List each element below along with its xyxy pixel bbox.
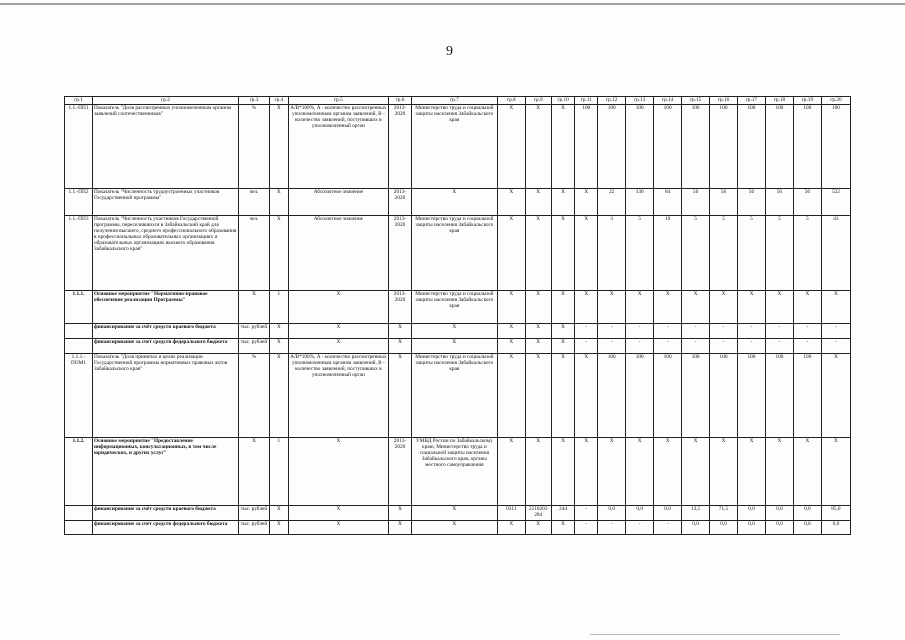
column-header: гр.12 — [598, 97, 626, 105]
column-header: гр.8 — [497, 97, 525, 105]
table-cell: 56 — [765, 189, 793, 216]
table-cell: 1.1.-ПП2 — [65, 189, 93, 216]
table-cell: X — [497, 339, 525, 354]
table-cell: X — [411, 324, 497, 339]
table-cell: А/В*100%, А - количество рассмотренных уполномоченным органом заявлений, В - количество заявлений, поступивших в уполномоченный орган — [288, 354, 388, 438]
table-cell: 136 — [626, 189, 654, 216]
table-cell: 0,0 — [626, 506, 654, 521]
table-cell: Министерство труда и социальной защиты населения Забайкальского края — [411, 216, 497, 291]
table-cell: X — [525, 354, 551, 438]
table-cell: тыс. рублей — [238, 339, 269, 354]
table-cell: X — [497, 216, 525, 291]
scan-edge-top — [0, 3, 905, 5]
table-cell: 2013-2020 — [389, 291, 412, 324]
table-cell: 1.1.-ПП1 — [65, 105, 93, 189]
table-cell: X — [288, 324, 388, 339]
table-cell: X — [598, 438, 626, 506]
column-header: гр.13 — [626, 97, 654, 105]
table-cell: 84 — [654, 189, 682, 216]
table-cell: X — [598, 291, 626, 324]
table-cell: % — [238, 354, 269, 438]
table-cell: X — [575, 216, 598, 291]
table-cell: 244 — [551, 506, 575, 521]
table-cell: X — [270, 324, 289, 339]
column-header: гр.16 — [710, 97, 738, 105]
table-cell: X — [575, 291, 598, 324]
table-cell: 5 — [710, 216, 738, 291]
table-cell: 100 — [654, 105, 682, 189]
table-cell: 3 — [598, 216, 626, 291]
table-cell: X — [497, 521, 525, 535]
table-cell: X — [551, 324, 575, 339]
table-cell: - — [682, 324, 710, 339]
table-cell: 0,0 — [793, 521, 821, 535]
table-cell: 5 — [765, 216, 793, 291]
table-cell: 100 — [710, 105, 738, 189]
table-cell: 100 — [626, 354, 654, 438]
table-cell: 0,0 — [821, 521, 850, 535]
table-cell: X — [551, 354, 575, 438]
table-cell: - — [654, 324, 682, 339]
table-cell: X — [821, 438, 850, 506]
table-cell: финансирование за счёт средств краевого бюджета — [92, 324, 238, 339]
table-cell: тыс. рублей — [238, 324, 269, 339]
table-row — [65, 324, 851, 339]
table-cell: X — [821, 291, 850, 324]
table-cell: X — [270, 216, 289, 291]
table-cell: 100 — [738, 354, 766, 438]
table-cell: 100 — [738, 105, 766, 189]
table-cell: 0,0 — [793, 506, 821, 521]
table-cell: X — [497, 291, 525, 324]
table-cell: 13,5 — [682, 506, 710, 521]
table-cell: 5 — [626, 216, 654, 291]
page-number: 9 — [446, 44, 453, 59]
table-row — [65, 291, 851, 324]
table-row — [65, 521, 851, 535]
table-cell: X — [411, 189, 497, 216]
table-cell: - — [654, 521, 682, 535]
table-cell: X — [270, 506, 289, 521]
table-cell: - — [575, 506, 598, 521]
table-cell: X — [288, 291, 388, 324]
column-header: гр.19 — [793, 97, 821, 105]
table-cell: финансирование за счет средств федерального бюджета — [92, 521, 238, 535]
table-cell: X — [525, 438, 551, 506]
table-cell: X — [525, 216, 551, 291]
table-cell: Министерство труда и социальной защиты населения Забайкальского края — [411, 105, 497, 189]
table-cell: X — [525, 189, 551, 216]
table-cell: - — [654, 339, 682, 354]
table-row — [65, 189, 851, 216]
table-cell: - — [598, 521, 626, 535]
table-cell: X — [551, 189, 575, 216]
table-cell: - — [626, 339, 654, 354]
table-cell: 0,0 — [654, 506, 682, 521]
table-cell: X — [551, 216, 575, 291]
table-cell: 100 — [598, 105, 626, 189]
table-cell: X — [654, 291, 682, 324]
table-cell: X — [270, 354, 289, 438]
column-header: гр.4 — [270, 97, 289, 105]
table-cell: X — [270, 105, 289, 189]
table-cell: - — [821, 339, 850, 354]
column-header: гр.7 — [411, 97, 497, 105]
table-cell: 100 — [598, 354, 626, 438]
table-cell: X — [738, 438, 766, 506]
column-header: гр.17 — [738, 97, 766, 105]
table-cell: X — [288, 438, 388, 506]
table-row — [65, 438, 851, 506]
table-cell: 100 — [682, 354, 710, 438]
table-cell: X — [575, 354, 598, 438]
table-cell: X — [411, 506, 497, 521]
table-cell: - — [598, 339, 626, 354]
table-cell: - — [575, 521, 598, 535]
table-cell: - — [738, 324, 766, 339]
table-cell: X — [411, 339, 497, 354]
scan-edge-bottom — [590, 634, 840, 635]
table-cell: 43 — [821, 216, 850, 291]
table-cell: 100 — [682, 105, 710, 189]
program-indicators-table — [64, 96, 851, 535]
table-cell: А/В*100%, А - количество рассмотренных уполномоченным органом заявлений, В - количество заявлений, поступивших в уполномоченный орган — [288, 105, 388, 189]
table-cell — [65, 339, 93, 354]
table-cell: 0,0 — [598, 506, 626, 521]
table-cell: X — [682, 291, 710, 324]
table-cell: 2510203 284 — [525, 506, 551, 521]
table-cell: тыс. рублей — [238, 521, 269, 535]
table-cell: X — [551, 105, 575, 189]
column-header: гр.6 — [389, 97, 412, 105]
table-cell: - — [793, 324, 821, 339]
column-header: гр.14 — [654, 97, 682, 105]
table-cell: X — [821, 354, 850, 438]
table-cell: Основное мероприятие "Предоставление информационных, консультационных, в том числе юридических, и других услуг" — [92, 438, 238, 506]
table-cell: 5 — [793, 216, 821, 291]
table-cell: X — [270, 339, 289, 354]
table-row — [65, 354, 851, 438]
table-cell: 100 — [626, 105, 654, 189]
table-cell: X — [525, 339, 551, 354]
table-cell: X — [288, 521, 388, 535]
table-cell: 5 — [738, 216, 766, 291]
table-cell: чел. — [238, 216, 269, 291]
header-row — [65, 97, 851, 105]
table-cell: X — [682, 438, 710, 506]
table-cell: УМВД России по Забайкальскому краю, Министерство труда и социальной защиты населения Забайкальского края, органы местного самоуправления — [411, 438, 497, 506]
table-cell: 1 — [270, 438, 289, 506]
table-cell: 2013-2020 — [389, 438, 412, 506]
table-cell: Показатель "Численность трудоустроенных участников Государственной программы" — [92, 189, 238, 216]
table-cell: X — [575, 438, 598, 506]
table-cell: 2013-2020 — [389, 189, 412, 216]
table-cell: 0,0 — [710, 521, 738, 535]
table-cell: 71,5 — [710, 506, 738, 521]
table-cell: 2013-2020 — [389, 105, 412, 189]
table-cell: 100 — [765, 354, 793, 438]
table-cell: 100 — [654, 354, 682, 438]
column-header: гр.2 — [92, 97, 238, 105]
table-row — [65, 506, 851, 521]
table-cell: X — [525, 291, 551, 324]
table-cell: 5 — [682, 216, 710, 291]
table-cell: Министерство труда и социальной защиты населения Забайкальского края — [411, 354, 497, 438]
table-cell: X — [525, 324, 551, 339]
table-cell: X — [551, 438, 575, 506]
table-cell: X — [389, 324, 412, 339]
table-cell: 1 — [270, 291, 289, 324]
table-cell: X — [654, 438, 682, 506]
table-cell: - — [710, 324, 738, 339]
table-cell: 10 — [654, 216, 682, 291]
table-cell: X — [389, 339, 412, 354]
table-cell: Абсолютное значение — [288, 189, 388, 216]
table-cell: X — [238, 291, 269, 324]
table-cell: Показатель "Численность участников Государственной программы, переселившихся в Забайкальский край для получения высшего, среднего профессионального образования в профессиональных образовательных организациях и образовательных организациях высшего образования Забайкальского края" — [92, 216, 238, 291]
table-cell: финансирование за счёт средств краевого бюджета — [92, 506, 238, 521]
table-cell: X — [551, 521, 575, 535]
table-cell: 522 — [821, 189, 850, 216]
table-cell: X — [710, 438, 738, 506]
table-cell: X — [497, 189, 525, 216]
table-cell: X — [497, 354, 525, 438]
table-cell: 0,0 — [738, 506, 766, 521]
column-header: гр.5 — [288, 97, 388, 105]
table-cell: X — [270, 521, 289, 535]
table-cell: 0,0 — [738, 521, 766, 535]
table-cell: X — [411, 521, 497, 535]
table-cell: 56 — [738, 189, 766, 216]
table-cell: 100 — [793, 354, 821, 438]
table-cell: X — [793, 291, 821, 324]
table-cell: 0,0 — [765, 521, 793, 535]
table-cell: 1.1.2. — [65, 438, 93, 506]
table-cell: 0311 — [497, 506, 525, 521]
table-cell: X — [738, 291, 766, 324]
table-cell: X — [626, 438, 654, 506]
table-cell: X — [765, 438, 793, 506]
table-cell: - — [682, 339, 710, 354]
table-cell: X — [525, 105, 551, 189]
table-cell: тыс. рублей — [238, 506, 269, 521]
table-cell: 100 — [575, 105, 598, 189]
table-cell: 1.1.-ПП3 — [65, 216, 93, 291]
table-cell: Министерство труда и социальной защиты населения Забайкальского края — [411, 291, 497, 324]
table-cell: 0,0 — [765, 506, 793, 521]
table-cell: - — [575, 339, 598, 354]
table-cell: 85,0 — [821, 506, 850, 521]
table-cell: 100 — [793, 105, 821, 189]
column-header: гр.11 — [575, 97, 598, 105]
table-cell: - — [710, 339, 738, 354]
table-row — [65, 216, 851, 291]
table-cell: Показатель "Доля принятых в целях реализации Государственной программы нормативных правовых актов Забайкальского края" — [92, 354, 238, 438]
table-cell: X — [389, 506, 412, 521]
table-cell: X — [497, 438, 525, 506]
table-cell: - — [765, 324, 793, 339]
table-cell: 1.1.1.-ПОМ1 — [65, 354, 93, 438]
column-header: гр.18 — [765, 97, 793, 105]
table-cell: финансирование за счет средств федерального бюджета — [92, 339, 238, 354]
table-cell: - — [626, 521, 654, 535]
table-row — [65, 105, 851, 189]
table-cell: X — [765, 291, 793, 324]
table-cell: 22 — [598, 189, 626, 216]
table-cell: X — [288, 506, 388, 521]
table-cell: X — [551, 291, 575, 324]
table-cell — [65, 506, 93, 521]
table-cell: X — [270, 189, 289, 216]
table-cell: 56 — [793, 189, 821, 216]
table-cell: 56 — [710, 189, 738, 216]
table-cell: Основное мероприятие "Нормативно-правовое обеспечение реализации Программы" — [92, 291, 238, 324]
table-cell: Показатель "Доля рассмотренных уполномоченным органом заявлений соотечественников" — [92, 105, 238, 189]
table-cell: 100 — [765, 105, 793, 189]
column-header: гр.10 — [551, 97, 575, 105]
table-cell: 2013-2020 — [389, 216, 412, 291]
table-cell: X — [551, 339, 575, 354]
column-header: гр.15 — [682, 97, 710, 105]
table-cell: - — [821, 324, 850, 339]
table-cell: Абсолютное значение — [288, 216, 388, 291]
column-header: гр.1 — [65, 97, 93, 105]
table-cell: 100 — [710, 354, 738, 438]
table-cell: X — [626, 291, 654, 324]
table-cell: - — [765, 339, 793, 354]
table-cell: X — [793, 438, 821, 506]
table-cell: 100 — [821, 105, 850, 189]
table-cell: X — [288, 339, 388, 354]
table-cell: - — [793, 339, 821, 354]
column-header: гр.3 — [238, 97, 269, 105]
table-cell: X — [575, 189, 598, 216]
table-cell: X — [525, 521, 551, 535]
table-cell: 56 — [682, 189, 710, 216]
table-cell: X — [497, 324, 525, 339]
table-cell: X — [389, 521, 412, 535]
column-header: гр.9 — [525, 97, 551, 105]
table-cell: X — [710, 291, 738, 324]
table-cell — [65, 521, 93, 535]
table-cell: - — [598, 324, 626, 339]
table-row — [65, 339, 851, 354]
table-cell: X — [389, 354, 412, 438]
table-cell: чел. — [238, 189, 269, 216]
column-header: гр.20 — [821, 97, 850, 105]
table-cell: - — [738, 339, 766, 354]
table-cell: - — [626, 324, 654, 339]
table-cell — [65, 324, 93, 339]
table-cell: % — [238, 105, 269, 189]
table-cell: X — [497, 105, 525, 189]
table-cell: X — [238, 438, 269, 506]
table-cell: 1.1.1. — [65, 291, 93, 324]
table-cell: 0,0 — [682, 521, 710, 535]
table-cell: - — [575, 324, 598, 339]
